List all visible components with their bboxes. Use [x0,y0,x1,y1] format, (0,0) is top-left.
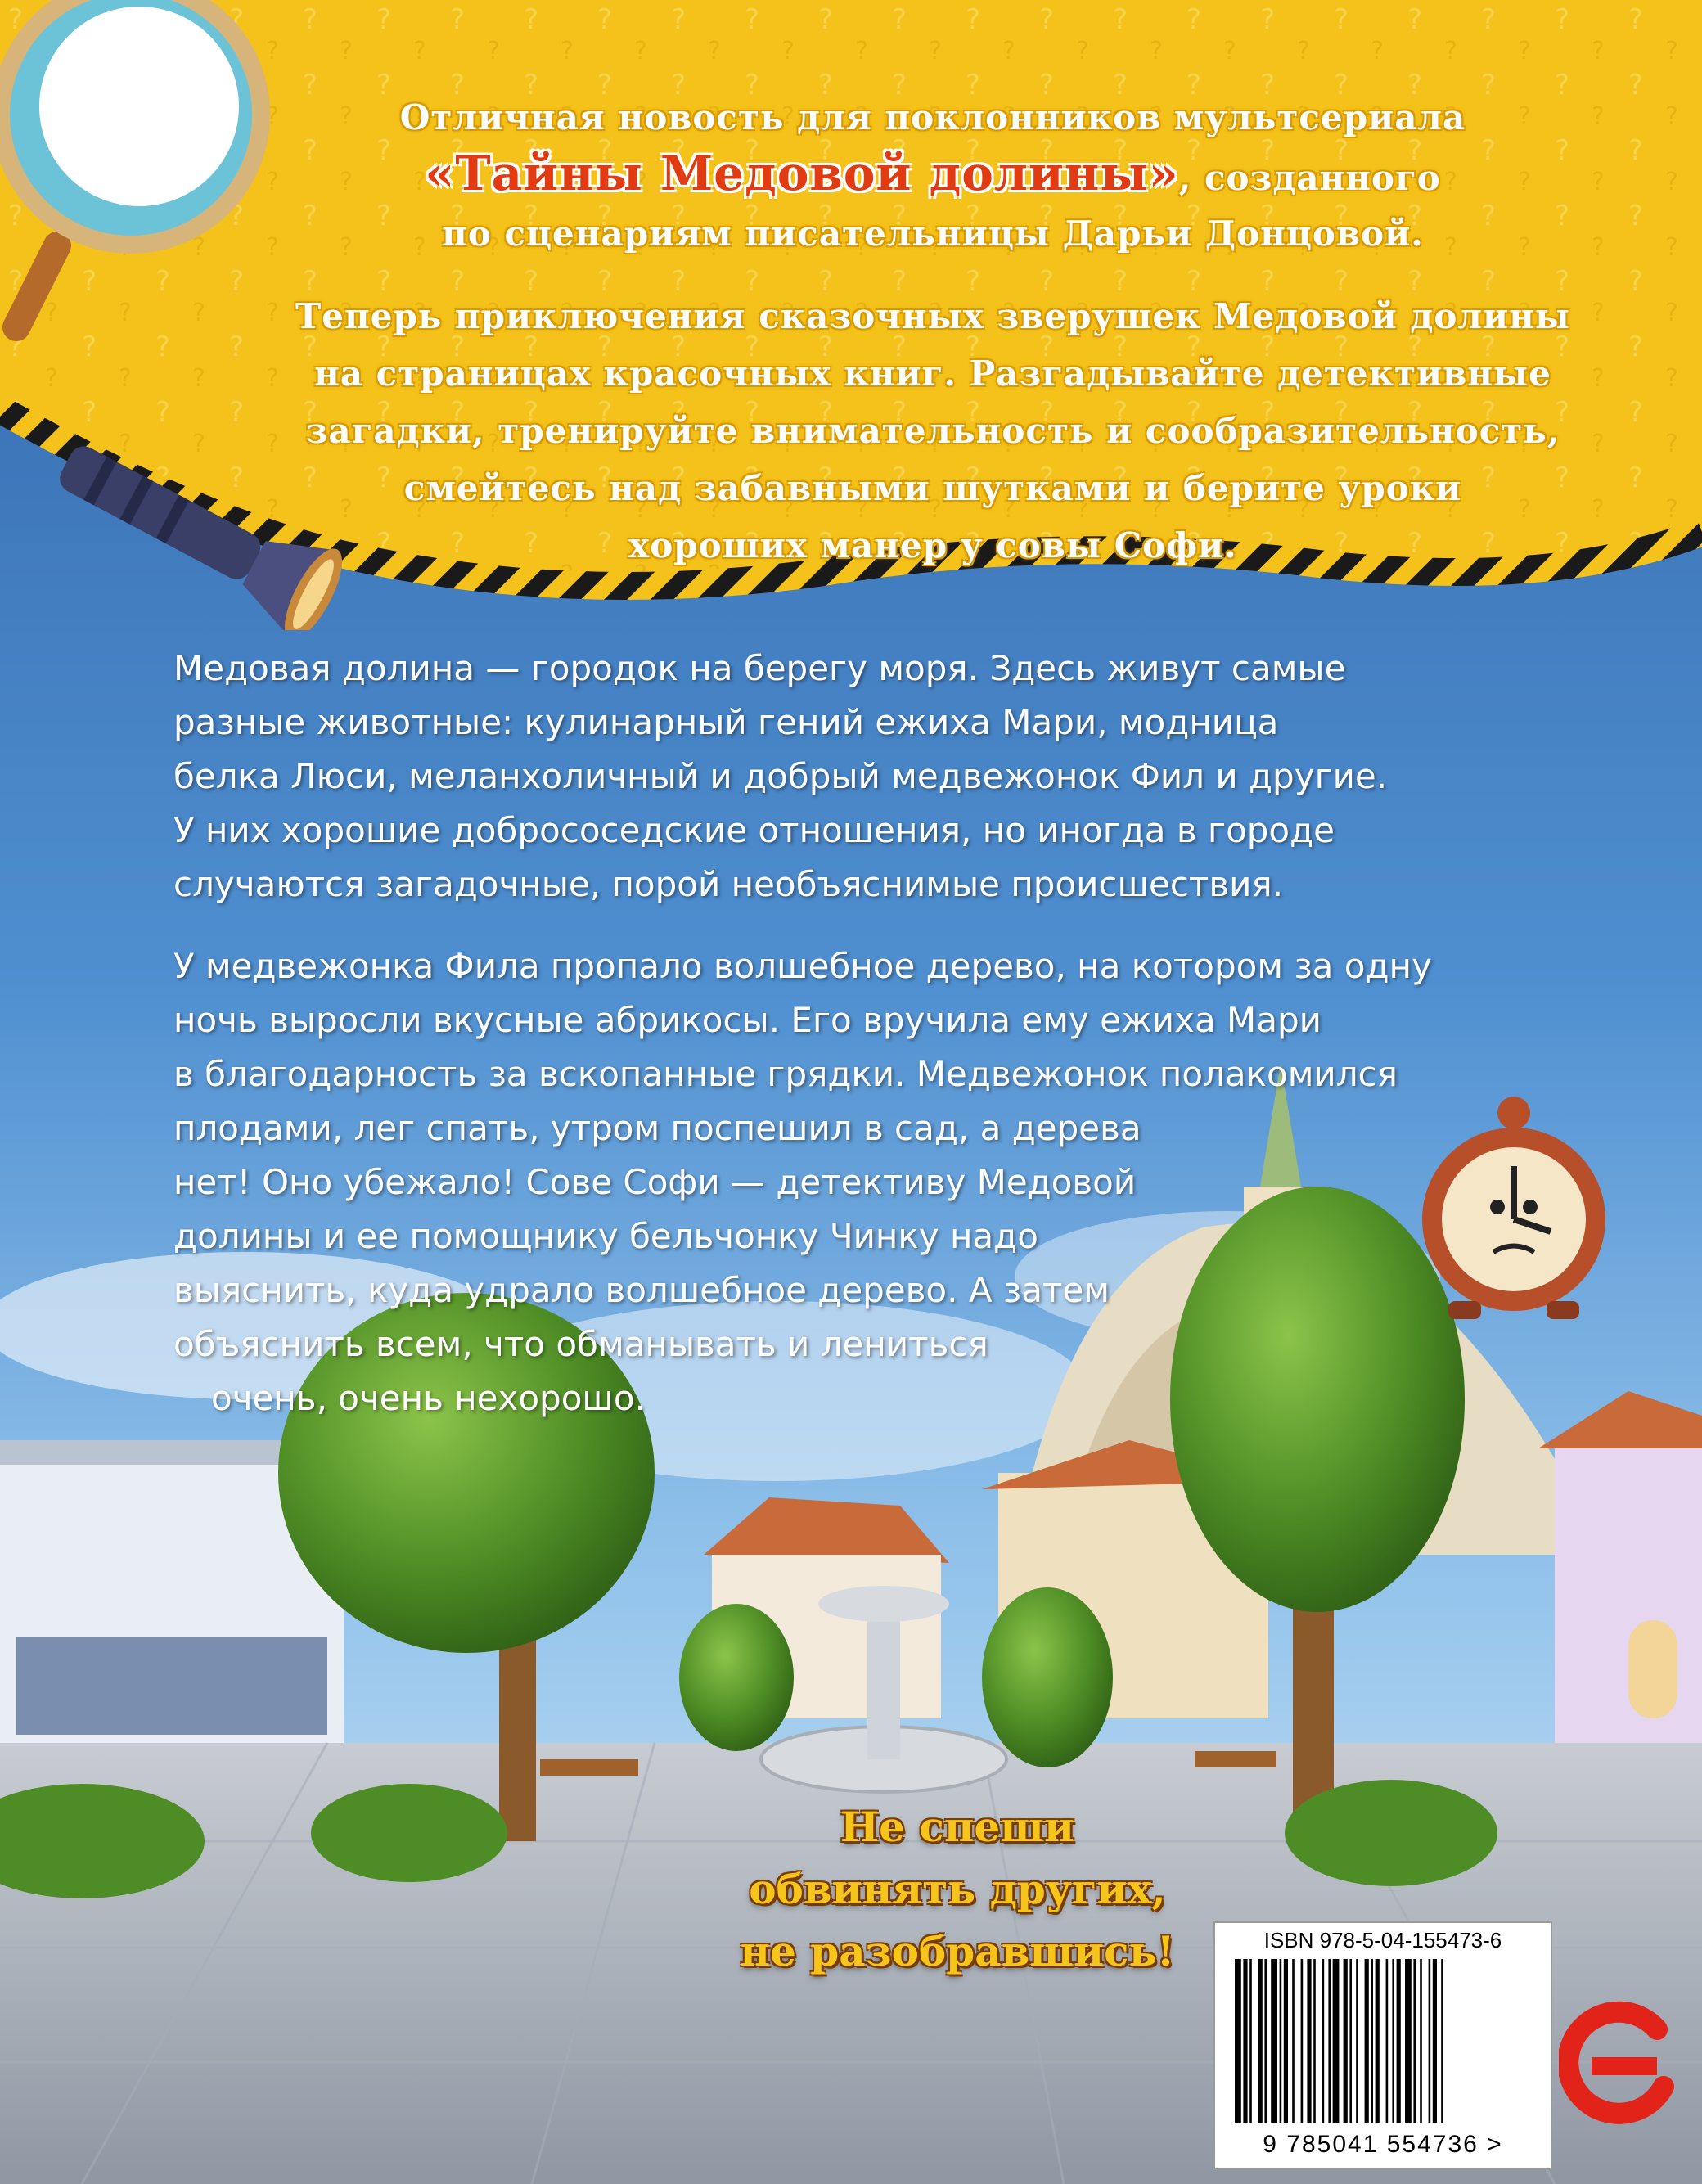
magnifier-icon [0,0,295,344]
barcode-bar [1328,1959,1331,2123]
barcode-bar [1243,1959,1247,2123]
story-line: случаются загадочные, порой необъяснимые происшествия. [173,864,1284,904]
barcode-bar [1356,1959,1358,2123]
barcode-bar [1441,1959,1443,2123]
story-line: плодами, лег спать, утром поспешил в сад, а дерева [173,1108,1141,1148]
barcode-bar [1264,1959,1267,2123]
story-line: нет! Оно убежало! Сове Софи — детективу Медовой [173,1162,1137,1202]
barcode-bar [1371,1959,1373,2123]
barcode-bar [1365,1959,1369,2123]
story-paragraph-2 [173,939,1565,1425]
story-line: белка Люси, меланхоличный и добрый медвежонок Фил и другие. [173,756,1388,796]
barcode-bar [1413,1959,1416,2123]
story-line: выяснить, куда удрало волшебное дерево. А затем [173,1270,1110,1310]
story-line: очень, очень нехорошо. [211,1378,646,1418]
barcode-bar [1420,1959,1422,2123]
barcode-bar [1433,1959,1437,2123]
barcode-bar [1292,1959,1295,2123]
intro-desc-line: на страницах красочных книг. Разгадывайте детективные [314,353,1551,394]
story-line: долины и ее помощнику бельчонку Чинку надо [173,1216,1038,1256]
barcode-bar [1235,1959,1241,2123]
story-line: в благодарность за вскопанные грядки. Медвежонок полакомился [173,1054,1398,1094]
barcode-bar [1397,1959,1401,2123]
intro-line-3: по сценариям писательницы Дарьи Донцовой. [442,214,1424,254]
barcode-bar [1344,1959,1348,2123]
intro-desc-line: смейтесь над забавными шутками и берите уроки [403,468,1462,508]
barcode-bar [1313,1959,1316,2123]
barcode-bar [1392,1959,1394,2123]
barcode-bar [1376,1959,1380,2123]
barcode-bar [1249,1959,1252,2123]
intro-line-2 [295,146,1571,206]
barcode-bar [1405,1959,1412,2123]
barcode-bar [1429,1959,1431,2123]
story-line: объяснить всем, что обманывать и лениться [173,1324,988,1364]
slogan-line: Не спеши [840,1803,1075,1851]
story-line: разные животные: кулинарный гений ежиха Мари, модница [173,702,1279,742]
barcode-bar [1280,1959,1282,2123]
isbn-label: ISBN 978-5-04-155473-6 [1263,1928,1502,1952]
publisher-logo-icon [1559,1997,1682,2136]
story-line: У них хорошие добрососедские отношения, но иногда в городе [173,810,1335,850]
barcode-bar [1301,1959,1304,2123]
barcode-digits: 9 785041 554736 > [1263,2131,1503,2158]
story-line: ночь выросли вкусные абрикосы. Его вручила ему ежиха Мари [173,1000,1322,1040]
intro-desc-line: хороших манер у совы Софи. [628,525,1237,565]
isbn-barcode-box [1215,1923,1551,2168]
series-title: «Тайны Медовой долины» [425,146,1179,201]
intro-desc-line: загадки, тренируйте внимательность и сообразительность, [305,411,1560,451]
story-line: У медвежонка Фила пропало волшебное дерево, на котором за одну [173,946,1432,986]
slogan-line: обвинять других, [749,1865,1166,1913]
intro-description [270,288,1596,574]
slogan-line: не разобравшись! [740,1927,1175,1975]
intro-announcement [295,90,1571,262]
barcode [1231,1959,1534,2123]
barcode-bar [1307,1959,1311,2123]
barcode-bar [1322,1959,1325,2123]
barcode-bar [1386,1959,1389,2123]
slogan [736,1796,1178,1983]
intro-line-1: Отличная новость для поклонников мультсериала [399,97,1466,137]
intro-desc-line: Теперь приключения сказочных зверушек Медовой долины [295,296,1570,336]
story-paragraph-1 [173,642,1565,912]
barcode-bar [1349,1959,1352,2123]
barcode-bar [1284,1959,1288,2123]
intro-line-2-rest: , созданного [1178,158,1441,198]
barcode-bar [1333,1959,1340,2123]
barcode-bar [1271,1959,1277,2123]
barcode-bar [1258,1959,1263,2123]
story-line: Медовая долина — городок на берегу моря. Здесь живут самые [173,648,1346,688]
